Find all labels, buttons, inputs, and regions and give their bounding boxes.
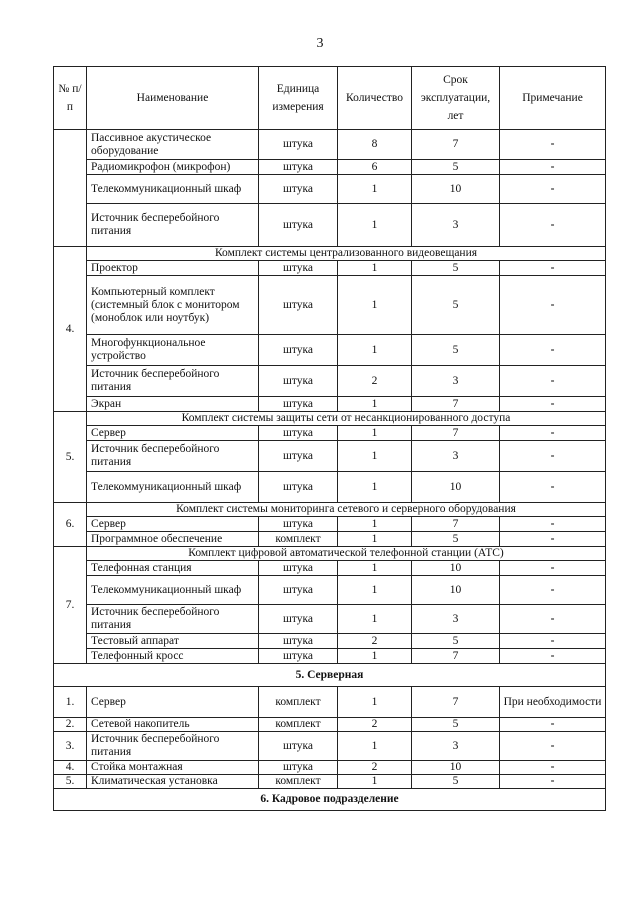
item-service-life: 10 bbox=[412, 761, 500, 775]
item-service-life: 5 bbox=[412, 335, 500, 366]
item-service-life: 3 bbox=[412, 441, 500, 472]
page-number: 3 bbox=[316, 36, 324, 51]
item-quantity: 1 bbox=[338, 335, 412, 366]
item-quantity: 1 bbox=[338, 175, 412, 204]
item-name: Многофункциональное устройство bbox=[87, 335, 259, 366]
item-quantity: 6 bbox=[338, 160, 412, 175]
item-unit: комплект bbox=[259, 532, 338, 547]
item-unit: штука bbox=[259, 426, 338, 441]
group-title-row bbox=[54, 547, 606, 561]
item-unit: штука bbox=[259, 561, 338, 576]
item-name: Источник бесперебойного питания bbox=[87, 732, 259, 761]
item-unit: штука bbox=[259, 761, 338, 775]
table-row bbox=[54, 532, 606, 547]
item-service-life: 7 bbox=[412, 397, 500, 412]
item-quantity: 1 bbox=[338, 261, 412, 276]
table-row bbox=[54, 718, 606, 732]
item-name: Сервер bbox=[87, 687, 259, 718]
item-note: - bbox=[500, 204, 606, 247]
group-title: Комплект цифровой автоматической телефонной станции (АТС) bbox=[87, 547, 606, 561]
table-row bbox=[54, 160, 606, 175]
group-title: Комплект системы централизованного видеовещания bbox=[87, 247, 606, 261]
item-note: - bbox=[500, 732, 606, 761]
table-row bbox=[54, 261, 606, 276]
item-quantity: 1 bbox=[338, 775, 412, 789]
table-row bbox=[54, 761, 606, 775]
item-service-life: 7 bbox=[412, 130, 500, 160]
item-quantity: 2 bbox=[338, 761, 412, 775]
item-service-life: 10 bbox=[412, 576, 500, 605]
item-note: - bbox=[500, 576, 606, 605]
item-name: Источник бесперебойного питания bbox=[87, 366, 259, 397]
item-name: Источник бесперебойного питания bbox=[87, 441, 259, 472]
item-unit: штука bbox=[259, 634, 338, 649]
item-name: Программное обеспечение bbox=[87, 532, 259, 547]
item-unit: штука bbox=[259, 605, 338, 634]
item-service-life: 5 bbox=[412, 160, 500, 175]
item-service-life: 7 bbox=[412, 649, 500, 664]
table-body bbox=[54, 130, 606, 811]
item-quantity: 1 bbox=[338, 426, 412, 441]
header-unit: Единица измерения bbox=[259, 67, 338, 130]
item-quantity: 1 bbox=[338, 605, 412, 634]
group-number-cell bbox=[54, 130, 87, 247]
item-service-life: 5 bbox=[412, 261, 500, 276]
item-unit: комплект bbox=[259, 718, 338, 732]
item-name: Телекоммуникационный шкаф bbox=[87, 175, 259, 204]
item-unit: комплект bbox=[259, 687, 338, 718]
item-number: 1. bbox=[54, 687, 87, 718]
item-service-life: 5 bbox=[412, 634, 500, 649]
item-note: - bbox=[500, 775, 606, 789]
item-unit: штука bbox=[259, 732, 338, 761]
item-quantity: 1 bbox=[338, 561, 412, 576]
table-row bbox=[54, 175, 606, 204]
table-row bbox=[54, 517, 606, 532]
item-service-life: 10 bbox=[412, 561, 500, 576]
item-quantity: 2 bbox=[338, 366, 412, 397]
item-quantity: 1 bbox=[338, 687, 412, 718]
item-note: - bbox=[500, 397, 606, 412]
item-number: 5. bbox=[54, 775, 87, 789]
item-number: 4. bbox=[54, 761, 87, 775]
table-row bbox=[54, 634, 606, 649]
item-note: - bbox=[500, 561, 606, 576]
item-quantity: 8 bbox=[338, 130, 412, 160]
item-service-life: 7 bbox=[412, 426, 500, 441]
item-quantity: 1 bbox=[338, 441, 412, 472]
item-number: 2. bbox=[54, 718, 87, 732]
table-row bbox=[54, 426, 606, 441]
item-number: 3. bbox=[54, 732, 87, 761]
item-note: При необходимости bbox=[500, 687, 606, 718]
header-name: Наименование bbox=[87, 67, 259, 130]
item-unit: штука bbox=[259, 576, 338, 605]
item-quantity: 2 bbox=[338, 718, 412, 732]
group-title-row bbox=[54, 247, 606, 261]
item-unit: штука bbox=[259, 366, 338, 397]
item-note: - bbox=[500, 634, 606, 649]
item-quantity: 1 bbox=[338, 472, 412, 503]
item-unit: комплект bbox=[259, 775, 338, 789]
item-note: - bbox=[500, 130, 606, 160]
item-name: Пассивное акустическое оборудование bbox=[87, 130, 259, 160]
header-number: № п/п bbox=[54, 67, 87, 130]
group-number: 5. bbox=[54, 412, 87, 503]
item-quantity: 1 bbox=[338, 517, 412, 532]
item-service-life: 7 bbox=[412, 687, 500, 718]
item-service-life: 3 bbox=[412, 204, 500, 247]
item-quantity: 2 bbox=[338, 634, 412, 649]
group-number: 4. bbox=[54, 247, 87, 412]
item-note: - bbox=[500, 761, 606, 775]
item-unit: штука bbox=[259, 204, 338, 247]
table-header bbox=[54, 67, 606, 130]
item-name: Тестовый аппарат bbox=[87, 634, 259, 649]
group-title: Комплект системы защиты сети от несанкционированного доступа bbox=[87, 412, 606, 426]
group-number: 7. bbox=[54, 547, 87, 664]
item-name: Компьютерный комплект (системный блок с монитором (моноблок или ноутбук) bbox=[87, 276, 259, 335]
item-unit: штука bbox=[259, 517, 338, 532]
item-unit: штука bbox=[259, 160, 338, 175]
table-row bbox=[54, 605, 606, 634]
item-name: Стойка монтажная bbox=[87, 761, 259, 775]
item-note: - bbox=[500, 517, 606, 532]
table-row bbox=[54, 276, 606, 335]
item-name: Сервер bbox=[87, 517, 259, 532]
item-quantity: 1 bbox=[338, 204, 412, 247]
item-service-life: 3 bbox=[412, 366, 500, 397]
item-name: Телекоммуникационный шкаф bbox=[87, 576, 259, 605]
group-title: Комплект системы мониторинга сетевого и серверного оборудования bbox=[87, 503, 606, 517]
item-note: - bbox=[500, 175, 606, 204]
equipment-table bbox=[53, 66, 606, 811]
item-quantity: 1 bbox=[338, 576, 412, 605]
item-service-life: 3 bbox=[412, 605, 500, 634]
item-note: - bbox=[500, 261, 606, 276]
section-title: 6. Кадровое подразделение bbox=[54, 789, 606, 811]
item-quantity: 1 bbox=[338, 276, 412, 335]
item-name: Радиомикрофон (микрофон) bbox=[87, 160, 259, 175]
table-row bbox=[54, 441, 606, 472]
item-note: - bbox=[500, 366, 606, 397]
item-unit: штука bbox=[259, 130, 338, 160]
item-note: - bbox=[500, 649, 606, 664]
table-row bbox=[54, 649, 606, 664]
item-note: - bbox=[500, 532, 606, 547]
group-title-row bbox=[54, 412, 606, 426]
item-service-life: 5 bbox=[412, 718, 500, 732]
table-row bbox=[54, 130, 606, 160]
table-row bbox=[54, 687, 606, 718]
item-service-life: 7 bbox=[412, 517, 500, 532]
item-note: - bbox=[500, 472, 606, 503]
header-note: Примечание bbox=[500, 67, 606, 130]
item-unit: штука bbox=[259, 276, 338, 335]
table-row bbox=[54, 366, 606, 397]
item-note: - bbox=[500, 441, 606, 472]
item-name: Источник бесперебойного питания bbox=[87, 204, 259, 247]
table-row bbox=[54, 204, 606, 247]
section-title-row bbox=[54, 789, 606, 811]
item-unit: штука bbox=[259, 397, 338, 412]
item-service-life: 5 bbox=[412, 775, 500, 789]
item-unit: штука bbox=[259, 335, 338, 366]
item-service-life: 10 bbox=[412, 175, 500, 204]
table-row bbox=[54, 472, 606, 503]
group-number: 6. bbox=[54, 503, 87, 547]
item-quantity: 1 bbox=[338, 532, 412, 547]
item-name: Телефонный кросс bbox=[87, 649, 259, 664]
section-title-row bbox=[54, 664, 606, 687]
item-name: Климатическая установка bbox=[87, 775, 259, 789]
item-note: - bbox=[500, 276, 606, 335]
item-service-life: 10 bbox=[412, 472, 500, 503]
item-name: Телекоммуникационный шкаф bbox=[87, 472, 259, 503]
item-quantity: 1 bbox=[338, 397, 412, 412]
item-service-life: 5 bbox=[412, 276, 500, 335]
table-row bbox=[54, 397, 606, 412]
item-unit: штука bbox=[259, 649, 338, 664]
table-row bbox=[54, 732, 606, 761]
item-note: - bbox=[500, 718, 606, 732]
item-unit: штука bbox=[259, 261, 338, 276]
item-quantity: 1 bbox=[338, 649, 412, 664]
header-service-life: Срок эксплуатации, лет bbox=[412, 67, 500, 130]
item-service-life: 3 bbox=[412, 732, 500, 761]
item-unit: штука bbox=[259, 472, 338, 503]
item-name: Телефонная станция bbox=[87, 561, 259, 576]
table-row bbox=[54, 561, 606, 576]
table-row bbox=[54, 335, 606, 366]
item-unit: штука bbox=[259, 441, 338, 472]
table-row bbox=[54, 576, 606, 605]
table-row bbox=[54, 775, 606, 789]
item-unit: штука bbox=[259, 175, 338, 204]
item-name: Сетевой накопитель bbox=[87, 718, 259, 732]
group-title-row bbox=[54, 503, 606, 517]
item-quantity: 1 bbox=[338, 732, 412, 761]
item-name: Проектор bbox=[87, 261, 259, 276]
item-service-life: 5 bbox=[412, 532, 500, 547]
item-note: - bbox=[500, 160, 606, 175]
item-note: - bbox=[500, 605, 606, 634]
item-name: Источник бесперебойного питания bbox=[87, 605, 259, 634]
header-quantity: Количество bbox=[338, 67, 412, 130]
item-note: - bbox=[500, 426, 606, 441]
item-note: - bbox=[500, 335, 606, 366]
item-name: Экран bbox=[87, 397, 259, 412]
item-name: Сервер bbox=[87, 426, 259, 441]
section-title: 5. Серверная bbox=[54, 664, 606, 687]
